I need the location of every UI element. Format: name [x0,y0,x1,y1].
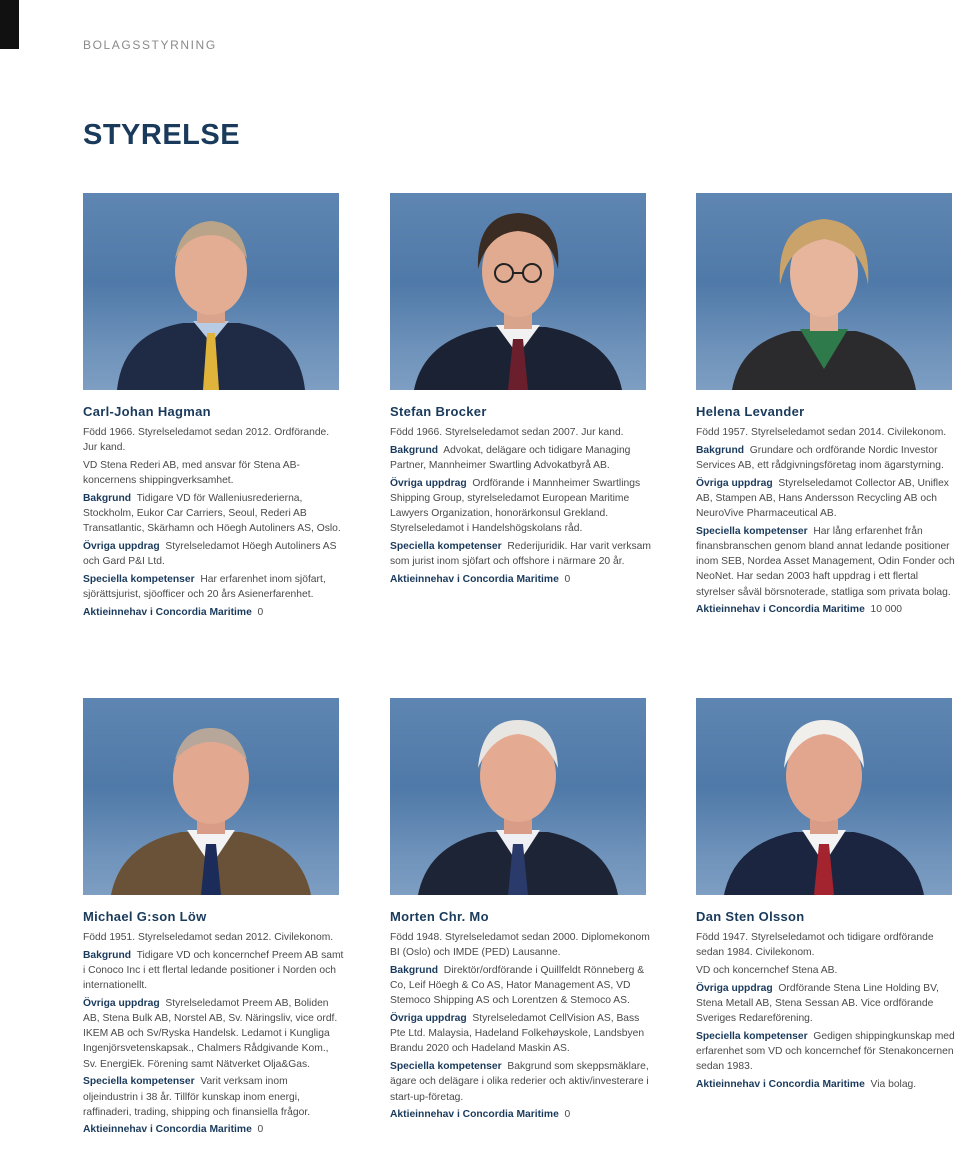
skills-text: Har erfarenhet inom sjöfart, sjörättsjurist, sjöofficer och 20 års Asienerfarenhet. [83,573,326,601]
bio-line: Född 1966. Styrelseledamot sedan 2007. Jur kand. [390,427,624,438]
page-title: STYRELSE [83,119,241,151]
portrait-photo [83,193,339,390]
portrait-photo [83,698,339,895]
skills-text: Bakgrund som skeppsmäklare, ägare och delägare i olika rederier och aktiv/investerare i start-up-företag. [390,1061,649,1103]
shareholding-paragraph [83,1122,345,1137]
shareholding-value: Via bolag. [870,1078,917,1090]
background-paragraph [696,443,958,473]
portrait-illustration [83,193,339,390]
bio-line: Född 1948. Styrelseledamot sedan 2000. Diplomekonom BI (Oslo) och IMDE (PED) Lausanne. [390,932,650,959]
portrait-photo [390,698,646,895]
portrait-photo [696,698,952,895]
background-text: Tidigare VD och koncernchef Preem AB samt i Conoco Inc i ett flertal ledande positioner i Norden och internationellt. [83,949,344,992]
other-assignments-paragraph [696,981,958,1027]
board-member-card [83,193,345,622]
background-text: Direktör/ordförande i Quillfeldt Rönneberg & Co, Leif Höegh & Co AS, Hator Management AS, VD Stemoco Shipping AS och Lorentzen & Stemoco AS. [390,964,645,1007]
shareholding-paragraph [390,572,652,587]
background-label: Bakgrund [390,444,439,456]
shareholding-value: 10 000 [870,604,903,616]
other-assignments-paragraph [696,476,958,522]
board-member-card [390,193,652,590]
background-paragraph [390,443,652,473]
skills-label: Speciella kompetenser [696,525,808,537]
background-label: Bakgrund [390,964,439,976]
portrait-illustration [696,698,952,895]
shareholding-label: Aktieinnehav i Concordia Maritime [696,1078,865,1090]
skills-text: Gedigen shippingkunskap med erfarenhet som VD och koncernchef för Stenakoncernen sedan 1983. [696,1030,955,1073]
bio-line: VD och koncernchef Stena AB. [696,964,838,976]
skills-paragraph [696,524,958,600]
shareholding-label: Aktieinnehav i Concordia Maritime [696,604,865,616]
other-assignments-text: Styrelseledamot Höegh Autoliners AS och Gard P&I Ltd. [83,540,337,568]
member-bio [83,930,345,1138]
other-assignments-paragraph [390,476,652,537]
member-name: Helena Levander [696,404,805,419]
member-name: Dan Sten Olsson [696,909,805,924]
other-assignments-text: Ordförande Stena Line Holding BV, Stena Metall AB, Stena Sessan AB. Vice ordförande Sveriges Redareförening. [696,982,939,1025]
bio-line: Född 1947. Styrelseledamot och tidigare ordförande sedan 1984. Civilekonom. [696,932,934,959]
skills-label: Speciella kompetenser [390,1061,502,1073]
portrait-illustration [696,193,952,390]
other-assignments-paragraph [390,1011,652,1057]
skills-paragraph [696,1029,958,1075]
background-paragraph [83,948,345,994]
shareholding-paragraph [696,602,958,617]
background-paragraph [390,963,652,1009]
member-bio [696,425,958,617]
skills-label: Speciella kompetenser [83,1076,195,1088]
skills-label: Speciella kompetenser [696,1030,808,1042]
board-member-card [83,698,345,1140]
shareholding-paragraph [390,1107,652,1122]
member-bio [83,425,345,620]
shareholding-paragraph [83,605,345,620]
skills-paragraph [390,1059,652,1105]
skills-label: Speciella kompetenser [390,540,502,552]
other-assignments-paragraph [83,539,345,569]
shareholding-value: 0 [257,606,264,618]
portrait-photo [390,193,646,390]
bio-line: VD Stena Rederi AB, med ansvar för Stena AB-koncernens shippingverksamhet. [83,459,300,487]
shareholding-label: Aktieinnehav i Concordia Maritime [83,606,252,618]
member-name: Carl-Johan Hagman [83,404,211,419]
other-assignments-text: Styrelseledamot CellVision AS, Bass Pte Ltd. Malaysia, Hadeland Folkehøyskole, Landsbyen Brandu 2020 och Hadeland Maskin AS. [390,1013,645,1055]
shareholding-value: 0 [564,1109,571,1121]
member-name: Michael G:son Löw [83,909,207,924]
bio-line: Född 1957. Styrelseledamot sedan 2014. Civilekonom. [696,427,947,438]
other-assignments-paragraph [83,996,345,1072]
other-assignments-text: Styrelseledamot Collector AB, Uniflex AB, Stampen AB, Hans Andersson Recycling AB och NeuroVive Pharmaceutical AB. [696,477,949,520]
skills-paragraph [83,572,345,602]
other-assignments-label: Övriga uppdrag [390,477,467,489]
background-label: Bakgrund [696,444,745,456]
portrait-illustration [83,698,339,895]
portrait-illustration [390,193,646,390]
skills-label: Speciella kompetenser [83,573,195,585]
background-label: Bakgrund [83,492,132,504]
background-text: Grundare och ordförande Nordic Investor Services AB, ett rådgivningsföretag inom ägarstyrning. [696,444,944,471]
member-name: Morten Chr. Mo [390,909,489,924]
member-bio [390,425,652,587]
member-bio [696,930,958,1092]
other-assignments-label: Övriga uppdrag [696,982,773,994]
member-bio [390,930,652,1122]
skills-text: Har lång erfarenhet från finansbranschen genom bland annat ledande positioner inom SEB, Nordea Asset Management, Odin Fonder och NeoNet. Har sedan 2003 haft uppdrag i ett flertal styrelser såväl börsnoterade, statliga som privata bolag. [696,525,955,598]
skills-text: Varit verksam inom oljeindustrin i 38 år. Tillför kunskap inom energi, raffinaderi, trading, shipping och finansiella frågor. [83,1076,311,1118]
board-member-card [696,193,958,620]
other-assignments-label: Övriga uppdrag [83,997,160,1009]
other-assignments-text: Ordförande i Mannheimer Swartlings Shipping Group, styrelseledamot European Maritime Lawyers Organization, honorärkonsul Grekland. Styrelseledamot i Handelshögskolans råd. [390,477,641,535]
other-assignments-label: Övriga uppdrag [696,477,773,489]
portrait-illustration [390,698,646,895]
skills-paragraph [83,1074,345,1120]
background-paragraph [83,491,345,537]
other-assignments-text: Styrelseledamot Preem AB, Boliden AB, Stena Bulk AB, Norstel AB, Sv. Näringsliv, vice ordf. IKEM AB och Sv/Ryska Handelsk. Ledamot i Kungliga Ingenjörsvetenskapsak., Chalmers Rådgivande Kom., Sv. EnergiEk. Förening samt Nätverket Olja&Gas. [83,997,338,1070]
board-member-card [390,698,652,1125]
shareholding-label: Aktieinnehav i Concordia Maritime [390,1109,559,1121]
board-member-card [696,698,958,1095]
background-label: Bakgrund [83,949,132,961]
background-text: Tidigare VD för Walleniusrederierna, Stockholm, Eukor Car Carriers, Seoul, Rederi AB Transatlantic, Skärhamn och Höegh Autoliners AS, Oslo. [83,492,341,535]
shareholding-value: 0 [257,1124,264,1136]
portrait-photo [696,193,952,390]
other-assignments-label: Övriga uppdrag [390,1013,467,1025]
other-assignments-label: Övriga uppdrag [83,540,160,552]
shareholding-paragraph [696,1077,958,1092]
background-text: Advokat, delägare och tidigare Managing Partner, Mannheimer Swartling Advokatbyrå AB. [390,444,631,471]
bio-line: Född 1951. Styrelseledamot sedan 2012. Civilekonom. [83,932,334,943]
shareholding-label: Aktieinnehav i Concordia Maritime [83,1124,252,1136]
shareholding-value: 0 [564,573,571,585]
skills-paragraph [390,539,652,569]
section-label: BOLAGSSTYRNING [83,38,217,52]
shareholding-label: Aktieinnehav i Concordia Maritime [390,573,559,585]
bio-line: Född 1966. Styrelseledamot sedan 2012. Ordförande. Jur kand. [83,427,330,454]
corner-mark [0,0,19,49]
member-name: Stefan Brocker [390,404,487,419]
skills-text: Rederijuridik. Har varit verksam som jurist inom sjöfart och offshore i närmare 20 år. [390,540,651,568]
